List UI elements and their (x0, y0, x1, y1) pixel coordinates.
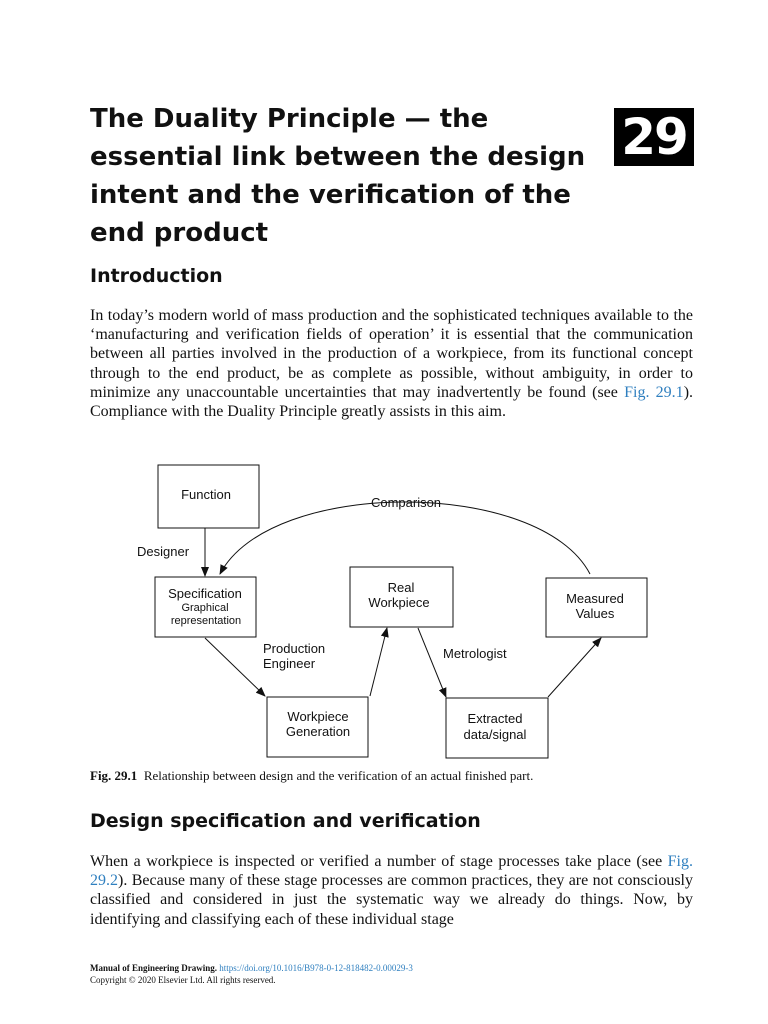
specification-box-label: Specification (168, 586, 242, 601)
measured-values-label-2: Values (575, 606, 615, 621)
duality-principle-diagram (0, 455, 768, 765)
specification-box-sublabel-1: Graphical (181, 602, 229, 614)
extracted-data-label-1: Extracted (467, 711, 523, 726)
production-arrow (205, 638, 265, 696)
extracted-to-measured-arrow (548, 638, 601, 697)
specification-box-sublabel-2: representation (170, 615, 242, 627)
comparison-arrow (220, 502, 590, 574)
introduction-paragraph (90, 306, 693, 421)
figure-caption-text: Relationship between design and the verification of an actual finished part. (143, 768, 534, 783)
metrologist-arrow (418, 628, 446, 697)
chapter-number-badge: 29 (614, 108, 694, 166)
introduction-text-part1: In today’s modern world of mass production and the sophisticated techniques available to the ‘manufacturing and verification fields of operation’ it is essential that the communication between all parties involved in the production of a workpiece, from its functional concept through to the end product, be as complete as possible, without ambiguity, in order to minimize any unaccountable uncertainties that may inadvertently be found (see (90, 307, 693, 401)
design-specification-paragraph (90, 852, 693, 929)
design-text-part2: ). Because many of these stage processes are common practices, they are not consciously classified and considered in just the systematic way we already do things. Now, by identifying and classifying each of these individual stage (90, 872, 693, 928)
real-workpiece-label-2: Workpiece (368, 595, 430, 610)
figure-29-1-link[interactable]: Fig. 29.1 (624, 383, 684, 401)
comparison-label: Comparison (370, 495, 442, 510)
production-engineer-label-2: Engineer (263, 656, 316, 671)
footer-copyright: Copyright © 2020 Elsevier Ltd. All rights reserved. (90, 975, 276, 985)
function-box-label: Function (181, 487, 231, 502)
figure-29-2-link[interactable]: Fig. 29.2 (90, 853, 693, 890)
chapter-title: The Duality Principle — the essential link between the design intent and the verification of the end product (90, 104, 586, 248)
footer-book-title: Manual of Engineering Drawing. (90, 963, 218, 973)
section-heading-introduction: Introduction (90, 265, 223, 287)
workpiece-generation-label-2: Generation (285, 724, 351, 739)
section-heading-design-specification: Design specification and verification (90, 810, 481, 832)
introduction-text-part2: ). Compliance with the Duality Principle greatly assists in this aim. (90, 383, 694, 421)
design-text-part1: When a workpiece is inspected or verified a number of stage processes take place (see (90, 853, 668, 870)
measured-values-label-1: Measured (566, 591, 624, 606)
extracted-data-label-2: data/signal (463, 727, 527, 742)
real-workpiece-label-1: Real (387, 580, 415, 595)
figure-caption (90, 768, 693, 784)
production-engineer-label-1: Production (263, 641, 326, 656)
footer-doi-link[interactable]: https://doi.org/10.1016/B978-0-12-818482-0.00029-3 (219, 963, 413, 973)
generation-to-real-arrow (370, 628, 387, 696)
footer-citation (90, 962, 693, 974)
metrologist-label: Metrologist (443, 646, 507, 661)
workpiece-generation-label-1: Workpiece (287, 709, 349, 724)
page-footer (90, 962, 693, 986)
designer-label: Designer (137, 544, 190, 559)
figure-caption-label: Fig. 29.1 (90, 768, 138, 783)
